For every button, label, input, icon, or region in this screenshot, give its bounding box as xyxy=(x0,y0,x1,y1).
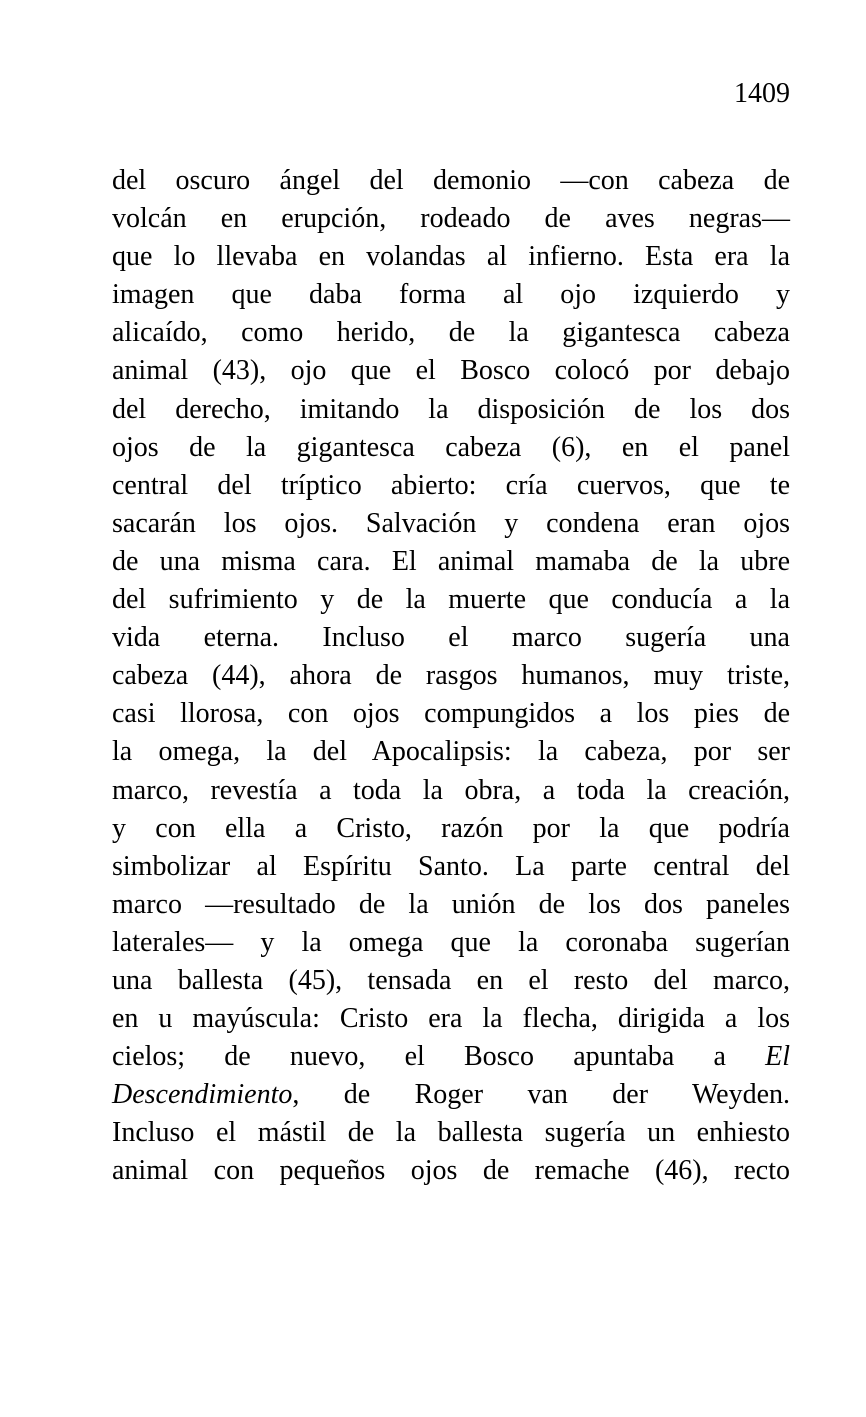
line-text: central del tríptico abierto: cría cuervos, que te xyxy=(112,469,790,501)
line-text: cabeza (44), ahora de rasgos humanos, muy triste, xyxy=(112,660,790,692)
line-text: la omega, la del Apocalipsis: la cabeza, por ser xyxy=(112,736,790,768)
line-text: de una misma cara. El animal mamaba de la ubre xyxy=(112,545,790,577)
text-line xyxy=(112,505,790,543)
text-line xyxy=(112,581,790,619)
line-text: casi llorosa, con ojos compungidos a los pies de xyxy=(112,698,790,730)
body-text xyxy=(112,162,790,1191)
line-text: marco —resultado de la unión de los dos paneles xyxy=(112,888,790,920)
text-line xyxy=(112,924,790,962)
text-line xyxy=(112,429,790,467)
text-line xyxy=(112,200,790,238)
text-line xyxy=(112,1152,790,1190)
text-line xyxy=(112,772,790,810)
text-line xyxy=(112,314,790,352)
line-text: del sufrimiento y de la muerte que conducía a la xyxy=(112,584,790,616)
line-text: , de Roger van der Weyden. xyxy=(292,1079,790,1111)
text-line xyxy=(112,1000,790,1038)
text-line xyxy=(112,238,790,276)
text-line xyxy=(112,391,790,429)
text-line xyxy=(112,1114,790,1152)
text-line xyxy=(112,1076,790,1114)
line-text: y con ella a Cristo, razón por la que podría xyxy=(112,812,790,844)
line-text: del derecho, imitando la disposición de los dos xyxy=(112,393,790,425)
line-text: del oscuro ángel del demonio —con cabeza de xyxy=(112,165,790,196)
line-text: Incluso el mástil de la ballesta sugería un enhiesto xyxy=(112,1117,790,1149)
text-line xyxy=(112,543,790,581)
text-line xyxy=(112,162,790,200)
text-line xyxy=(112,276,790,314)
line-text: que lo llevaba en volandas al infierno. Esta era la xyxy=(112,241,790,273)
line-text: simbolizar al Espíritu Santo. La parte central del xyxy=(112,850,790,882)
text-line xyxy=(112,657,790,695)
line-text: en u mayúscula: Cristo era la flecha, dirigida a los xyxy=(112,1003,790,1035)
line-text: animal con pequeños ojos de remache (46), recto xyxy=(112,1155,790,1187)
text-line xyxy=(112,962,790,1000)
line-text: alicaído, como herido, de la gigantesca cabeza xyxy=(112,317,790,349)
text-line xyxy=(112,695,790,733)
text-line xyxy=(112,886,790,924)
line-text: marco, revestía a toda la obra, a toda la creación, xyxy=(112,774,790,806)
line-text: vida eterna. Incluso el marco sugería una xyxy=(112,622,790,654)
text-line xyxy=(112,810,790,848)
line-text: sacarán los ojos. Salvación y condena eran ojos xyxy=(112,507,790,539)
line-text: imagen que daba forma al ojo izquierdo y xyxy=(112,279,790,311)
line-text: laterales— y la omega que la coronaba sugerían xyxy=(112,926,790,958)
page-number: 1409 xyxy=(734,78,790,109)
text-line xyxy=(112,619,790,657)
text-line xyxy=(112,733,790,771)
line-text: volcán en erupción, rodeado de aves negras— xyxy=(112,203,790,235)
text-line xyxy=(112,1038,790,1076)
line-text: cielos; de nuevo, el Bosco apuntaba a xyxy=(112,1041,766,1073)
line-text: ojos de la gigantesca cabeza (6), en el panel xyxy=(112,431,790,463)
text-line xyxy=(112,848,790,886)
text-line xyxy=(112,352,790,390)
line-text: una ballesta (45), tensada en el resto del marco, xyxy=(112,964,790,996)
book-title-italic: El xyxy=(765,1041,790,1073)
book-title-italic: Descendimiento xyxy=(112,1079,293,1111)
text-line xyxy=(112,467,790,505)
line-text: animal (43), ojo que el Bosco colocó por debajo xyxy=(112,355,790,387)
